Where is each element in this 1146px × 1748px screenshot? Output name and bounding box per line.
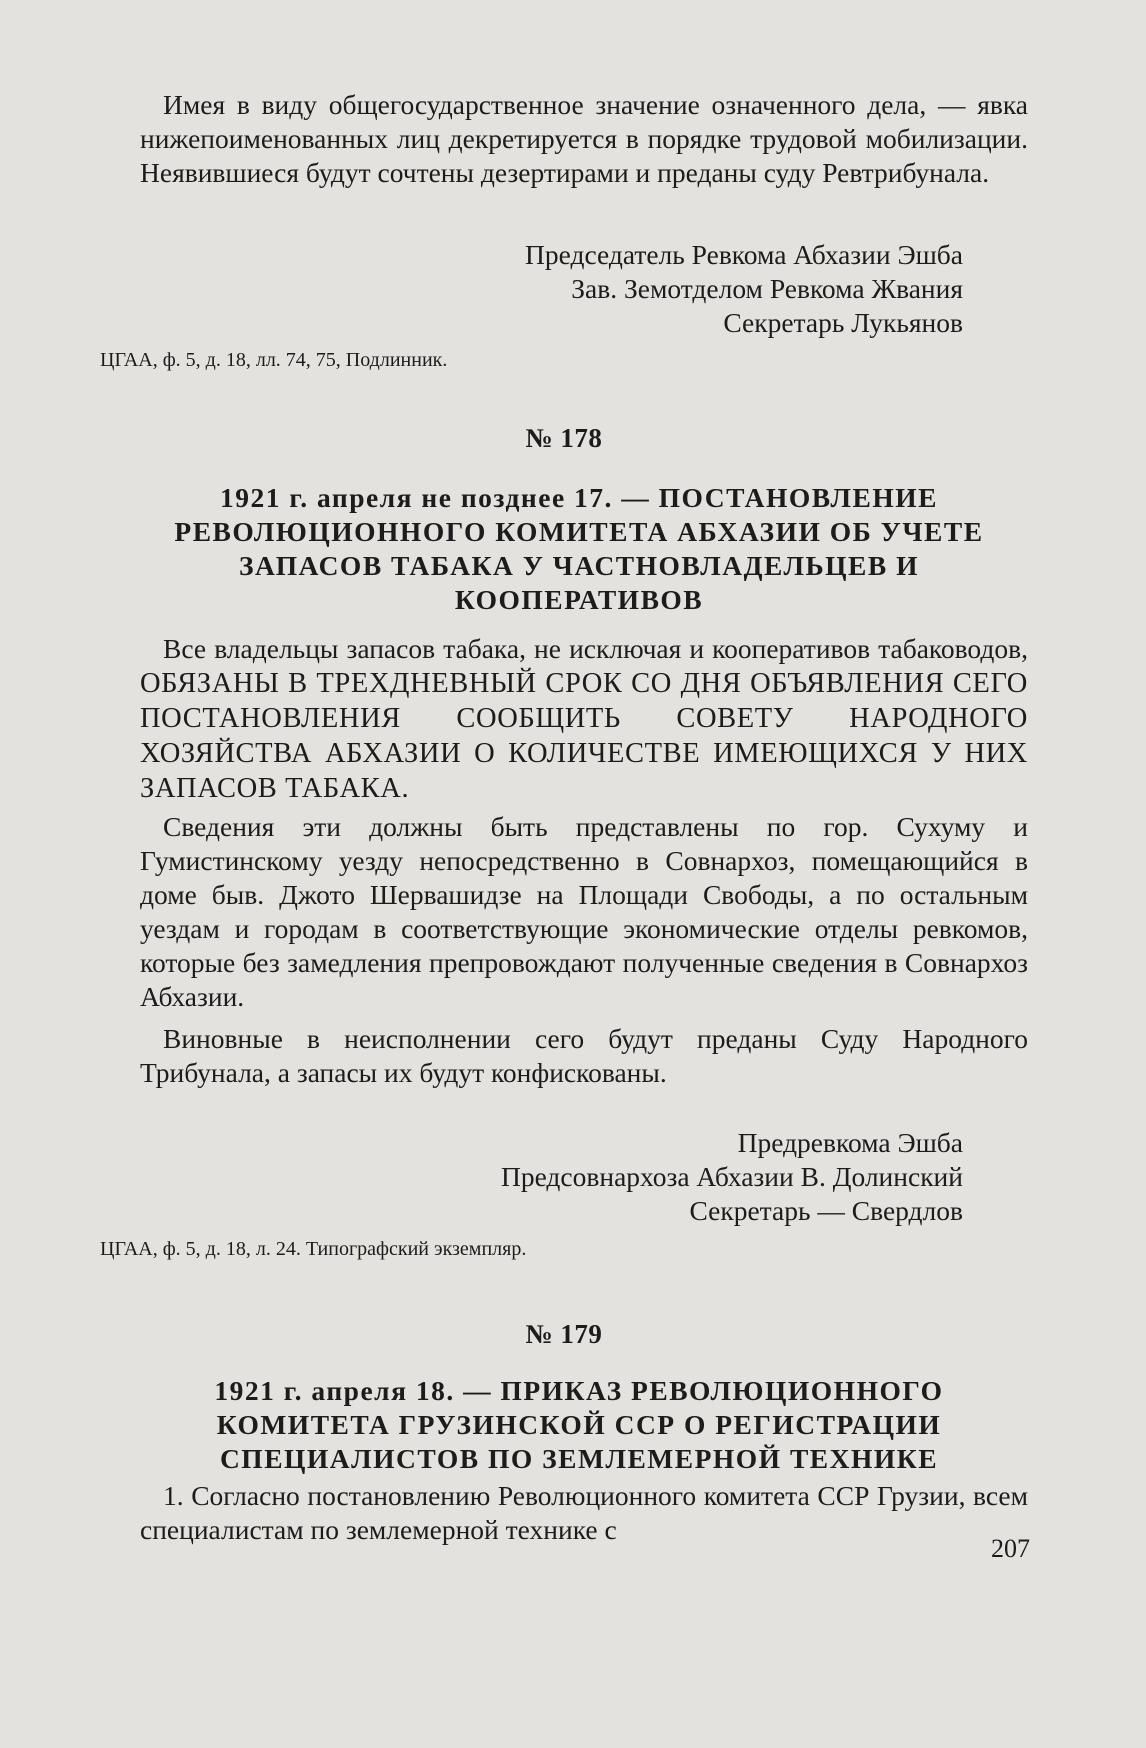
signature-line: Секретарь Лукьянов [723, 307, 963, 338]
signature-line: Зав. Земотделом Ревкома Жвания [571, 273, 963, 304]
body-paragraph: 1. Согласно постановлению Революционного комитета ССР Грузии, всем специалистам по землемерной технике с [140, 1480, 1028, 1545]
signature-line: Секретарь — Свердлов [689, 1195, 963, 1226]
document-number: № 178 [525, 423, 603, 453]
intro-paragraph: Имея в виду общегосударственное значение означенного дела, — явка нижепоименованных лиц декретируется в порядке трудовой мобилизации. Неявившиеся будут сочтены дезертирами и преданы суду Ревтрибунала. [140, 89, 1028, 188]
signature-line: Председатель Ревкома Абхазии Эшба [525, 239, 963, 270]
body-paragraph [140, 632, 1028, 806]
doc178-signatures [140, 1126, 963, 1228]
doc179-title-block [130, 1374, 1028, 1476]
body-paragraph: Виновные в неисполнении сего будут преданы Суду Народного Трибунала, а запасы их будут конфискованы. [140, 1023, 1028, 1088]
document-title: 1921 г. апреля 18. — ПРИКАЗ РЕВОЛЮЦИОННОГО КОМИТЕТА ГРУЗИНСКОЙ ССР О РЕГИСТРАЦИИ СПЕЦИАЛИСТОВ ПО ЗЕМЛЕМЕРНОЙ ТЕХНИКЕ [214, 1375, 944, 1474]
document-title: 1921 г. апреля не позднее 17. — ПОСТАНОВЛЕНИЕ РЕВОЛЮЦИОННОГО КОМИТЕТА АБХАЗИИ ОБ УЧЕТЕ ЗАПАСОВ ТАБАКА У ЧАСТНОВЛАДЕЛЬЦЕВ И КООПЕРАТИВОВ [174, 482, 984, 615]
doc178-number-block [100, 423, 1028, 454]
doc178-body [140, 632, 1028, 1090]
page-number: 207 [991, 1534, 1030, 1563]
signature-line: Предсовнархоза Абхазии В. Долинский [500, 1161, 963, 1192]
archive-source: ЦГАА, ф. 5, д. 18, лл. 74, 75, Подлинник. [100, 349, 448, 371]
doc178-title-block [130, 481, 1028, 617]
paragraph-lead: Все владельцы запасов табака, не исключая и кооперативов табаководов, [163, 633, 1028, 664]
document-number: № 179 [525, 1319, 603, 1349]
intro-source [100, 347, 988, 373]
body-paragraph: Сведения эти должны быть представлены по гор. Сухуму и Гумистинскому уезду непосредственно в Совнархоз, помещающийся в доме быв. Джото Шервашидзе на Площади Свободы, а по остальным уездам и городам в соответствующие экономические отделы ревкомов, которые без замедления препровождают полученные сведения в Совнархоз Абхазии. [140, 811, 1028, 1012]
paragraph-emphasis: ОБЯЗАНЫ В ТРЕХДНЕВНЫЙ СРОК СО ДНЯ ОБЪЯВЛЕНИЯ СЕГО ПОСТАНОВЛЕНИЯ СООБЩИТЬ СОВЕТУ НАРОДНОГО ХОЗЯЙСТВА АБХАЗИИ О КОЛИЧЕСТВЕ ИМЕЮЩИХСЯ У НИХ ЗАПАСОВ ТАБАКА. [140, 668, 1028, 804]
doc178-source [100, 1236, 988, 1262]
archive-source: ЦГАА, ф. 5, д. 18, л. 24. Типографский экземпляр. [100, 1238, 527, 1260]
signature-line: Предревкома Эшба [737, 1127, 963, 1158]
doc179-body [140, 1479, 1028, 1547]
intro-signatures [140, 238, 963, 340]
intro-section [140, 88, 1028, 190]
doc179-number-block [100, 1319, 1028, 1350]
